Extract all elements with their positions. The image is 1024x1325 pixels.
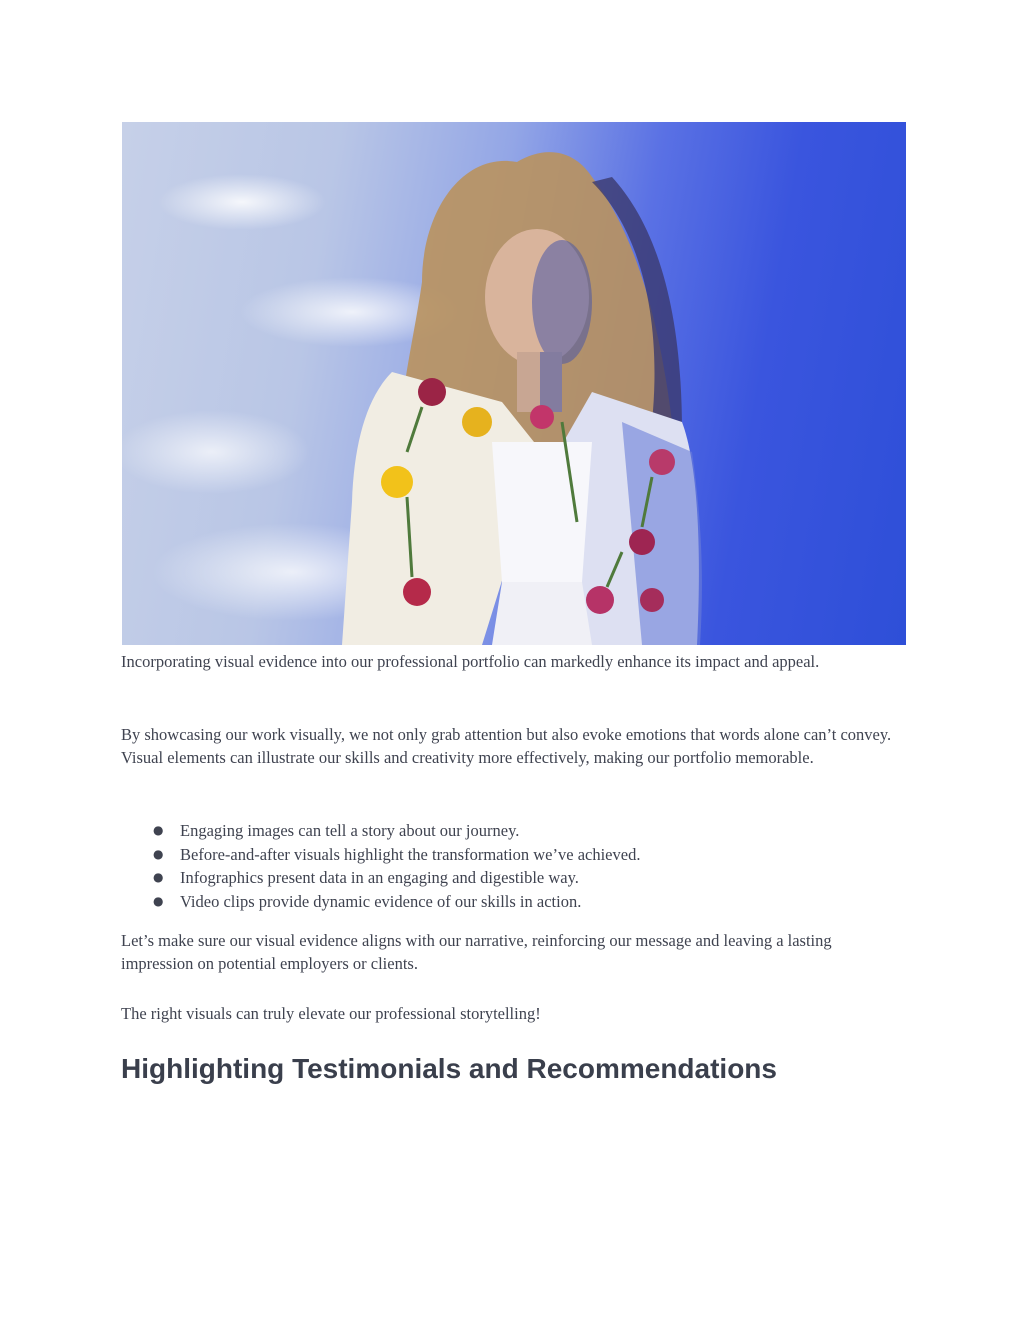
portrait-photo (122, 122, 906, 645)
portrait-illustration (122, 122, 906, 645)
paragraph-alignment: Let’s make sure our visual evidence aligns with our narrative, reinforcing our message and leaving a lasting impression on potential employers or clients. (121, 931, 832, 973)
list-item: ● Infographics present data in an engaging and digestible way. (121, 866, 905, 890)
paragraph-showcasing: By showcasing our work visually, we not only grab attention but also evoke emotions that words alone can’t convey. Visual elements can illustrate our skills and creativity more effectively, making our portfolio memorable. (121, 725, 892, 767)
section-heading: Highlighting Testimonials and Recommendations (121, 1053, 777, 1084)
paragraph-intro: Incorporating visual evidence into our professional portfolio can markedly enhance its impact and appeal. (121, 652, 820, 671)
list-item: ● Before-and-after visuals highlight the transformation we’ve achieved. (121, 843, 905, 867)
paragraph-closing: The right visuals can truly elevate our professional storytelling! (121, 1004, 541, 1023)
bullet-list (121, 819, 905, 913)
list-item: ● Video clips provide dynamic evidence of our skills in action. (121, 890, 905, 914)
list-item: ● Engaging images can tell a story about our journey. (121, 819, 905, 843)
